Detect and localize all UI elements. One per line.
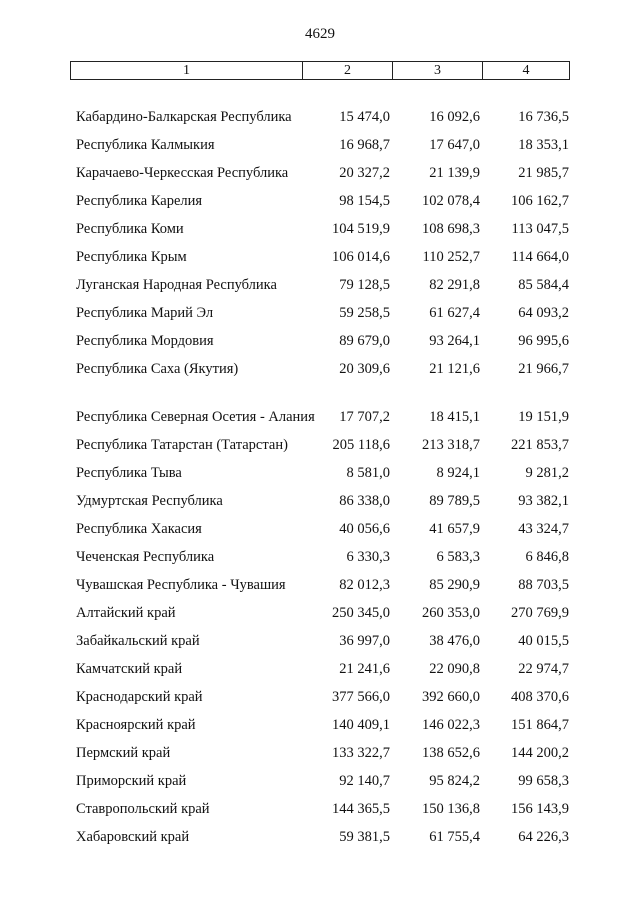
table-row xyxy=(0,768,640,796)
region-name: Кабардино-Балкарская Республика xyxy=(76,109,292,125)
value-col-2: 79 128,5 xyxy=(339,277,390,293)
value-col-3: 213 318,7 xyxy=(422,437,480,453)
value-col-4: 408 370,6 xyxy=(511,689,569,705)
value-col-4: 40 015,5 xyxy=(518,633,569,649)
value-col-2: 17 707,2 xyxy=(339,409,390,425)
value-col-4: 96 995,6 xyxy=(518,333,569,349)
value-col-3: 17 647,0 xyxy=(429,137,480,153)
region-name: Республика Марий Эл xyxy=(76,305,214,321)
value-col-3: 8 924,1 xyxy=(436,465,480,481)
table-row xyxy=(0,684,640,712)
value-col-2: 8 581,0 xyxy=(346,465,390,481)
value-col-4: 18 353,1 xyxy=(518,137,569,153)
value-col-4: 270 769,9 xyxy=(511,605,569,621)
value-col-4: 43 324,7 xyxy=(518,521,569,537)
value-col-4: 9 281,2 xyxy=(525,465,569,481)
value-col-2: 86 338,0 xyxy=(339,493,390,509)
region-name: Республика Карелия xyxy=(76,193,203,209)
table-body xyxy=(0,84,640,852)
region-name: Красноярский край xyxy=(76,717,196,733)
region-name: Луганская Народная Республика xyxy=(76,277,277,293)
value-col-4: 85 584,4 xyxy=(518,277,569,293)
value-col-3: 21 121,6 xyxy=(429,361,480,377)
region-name: Чувашская Республика - Чувашия xyxy=(76,577,286,593)
header-col-1: 1 xyxy=(71,62,303,79)
value-col-3: 102 078,4 xyxy=(422,193,480,209)
table-header xyxy=(70,61,570,80)
page-number: 4629 xyxy=(305,26,335,42)
table-row xyxy=(0,432,640,460)
value-col-3: 41 657,9 xyxy=(429,521,480,537)
table-row xyxy=(0,516,640,544)
table-row xyxy=(0,600,640,628)
value-col-3: 392 660,0 xyxy=(422,689,480,705)
value-col-3: 61 627,4 xyxy=(429,305,480,321)
value-col-4: 19 151,9 xyxy=(518,409,569,425)
value-col-4: 93 382,1 xyxy=(518,493,569,509)
region-name: Приморский край xyxy=(76,773,187,789)
region-name: Краснодарский край xyxy=(76,689,203,705)
table-row xyxy=(0,132,640,160)
value-col-3: 110 252,7 xyxy=(422,249,480,265)
value-col-2: 106 014,6 xyxy=(332,249,390,265)
value-col-4: 21 966,7 xyxy=(518,361,569,377)
table-row xyxy=(0,740,640,768)
header-col-2: 2 xyxy=(303,62,393,79)
value-col-2: 40 056,6 xyxy=(339,521,390,537)
region-name: Республика Тыва xyxy=(76,465,182,481)
region-name: Камчатский край xyxy=(76,661,183,677)
table-row xyxy=(0,356,640,384)
value-col-3: 146 022,3 xyxy=(422,717,480,733)
region-name: Республика Мордовия xyxy=(76,333,214,349)
value-col-3: 85 290,9 xyxy=(429,577,480,593)
value-col-3: 22 090,8 xyxy=(429,661,480,677)
value-col-3: 89 789,5 xyxy=(429,493,480,509)
table-row xyxy=(0,188,640,216)
region-name: Удмуртская Республика xyxy=(76,493,223,509)
value-col-3: 61 755,4 xyxy=(429,829,480,845)
value-col-3: 16 092,6 xyxy=(429,109,480,125)
value-col-3: 150 136,8 xyxy=(422,801,480,817)
value-col-2: 144 365,5 xyxy=(332,801,390,817)
region-name: Пермский край xyxy=(76,745,171,761)
region-name: Республика Северная Осетия - Алания xyxy=(76,409,315,425)
value-col-2: 15 474,0 xyxy=(339,109,390,125)
region-name: Республика Татарстан (Татарстан) xyxy=(76,437,288,453)
value-col-4: 221 853,7 xyxy=(511,437,569,453)
table-row xyxy=(0,328,640,356)
value-col-2: 250 345,0 xyxy=(332,605,390,621)
value-col-4: 21 985,7 xyxy=(518,165,569,181)
value-col-2: 21 241,6 xyxy=(339,661,390,677)
value-col-4: 99 658,3 xyxy=(518,773,569,789)
table-row xyxy=(0,160,640,188)
value-col-4: 64 093,2 xyxy=(518,305,569,321)
table-row xyxy=(0,572,640,600)
value-col-2: 16 968,7 xyxy=(339,137,390,153)
table-row xyxy=(0,824,640,852)
value-col-2: 82 012,3 xyxy=(339,577,390,593)
value-col-3: 108 698,3 xyxy=(422,221,480,237)
value-col-2: 6 330,3 xyxy=(346,549,390,565)
region-name: Хабаровский край xyxy=(76,829,190,845)
table-row xyxy=(0,712,640,740)
region-name: Забайкальский край xyxy=(76,633,200,649)
table-row xyxy=(0,796,640,824)
value-col-3: 18 415,1 xyxy=(429,409,480,425)
header-col-3: 3 xyxy=(393,62,483,79)
value-col-2: 59 258,5 xyxy=(339,305,390,321)
region-name: Республика Саха (Якутия) xyxy=(76,361,239,377)
value-col-3: 260 353,0 xyxy=(422,605,480,621)
table-row xyxy=(0,84,640,132)
value-col-3: 95 824,2 xyxy=(429,773,480,789)
value-col-3: 93 264,1 xyxy=(429,333,480,349)
region-name: Чеченская Республика xyxy=(76,549,215,565)
table-row xyxy=(0,460,640,488)
value-col-2: 98 154,5 xyxy=(339,193,390,209)
table-row xyxy=(0,216,640,244)
value-col-2: 205 118,6 xyxy=(332,437,390,453)
table-row xyxy=(0,272,640,300)
value-col-2: 36 997,0 xyxy=(339,633,390,649)
value-col-4: 156 143,9 xyxy=(511,801,569,817)
value-col-4: 106 162,7 xyxy=(511,193,569,209)
region-name: Карачаево-Черкесская Республика xyxy=(76,165,289,181)
value-col-4: 151 864,7 xyxy=(511,717,569,733)
region-name: Республика Калмыкия xyxy=(76,137,215,153)
value-col-4: 16 736,5 xyxy=(518,109,569,125)
value-col-2: 377 566,0 xyxy=(332,689,390,705)
value-col-3: 138 652,6 xyxy=(422,745,480,761)
table-row xyxy=(0,300,640,328)
header-col-4: 4 xyxy=(522,62,530,78)
region-name: Республика Крым xyxy=(76,249,187,265)
region-name: Алтайский край xyxy=(76,605,176,621)
value-col-2: 133 322,7 xyxy=(332,745,390,761)
table-row xyxy=(0,656,640,684)
value-col-2: 59 381,5 xyxy=(339,829,390,845)
table-row xyxy=(0,544,640,572)
value-col-2: 140 409,1 xyxy=(332,717,390,733)
value-col-3: 21 139,9 xyxy=(429,165,480,181)
value-col-2: 104 519,9 xyxy=(332,221,390,237)
value-col-3: 38 476,0 xyxy=(429,633,480,649)
table-row xyxy=(0,488,640,516)
value-col-3: 82 291,8 xyxy=(429,277,480,293)
table-row xyxy=(0,384,640,432)
region-name: Республика Коми xyxy=(76,221,184,237)
value-col-4: 144 200,2 xyxy=(511,745,569,761)
value-col-4: 113 047,5 xyxy=(511,221,569,237)
value-col-4: 88 703,5 xyxy=(518,577,569,593)
value-col-2: 89 679,0 xyxy=(339,333,390,349)
value-col-4: 64 226,3 xyxy=(518,829,569,845)
table-row xyxy=(0,244,640,272)
region-name: Республика Хакасия xyxy=(76,521,202,537)
region-name: Ставропольский край xyxy=(76,801,210,817)
value-col-2: 20 327,2 xyxy=(339,165,390,181)
value-col-3: 6 583,3 xyxy=(436,549,480,565)
table-row xyxy=(0,628,640,656)
value-col-2: 92 140,7 xyxy=(339,773,390,789)
value-col-4: 6 846,8 xyxy=(525,549,569,565)
value-col-4: 22 974,7 xyxy=(518,661,569,677)
value-col-4: 114 664,0 xyxy=(511,249,569,265)
value-col-2: 20 309,6 xyxy=(339,361,390,377)
